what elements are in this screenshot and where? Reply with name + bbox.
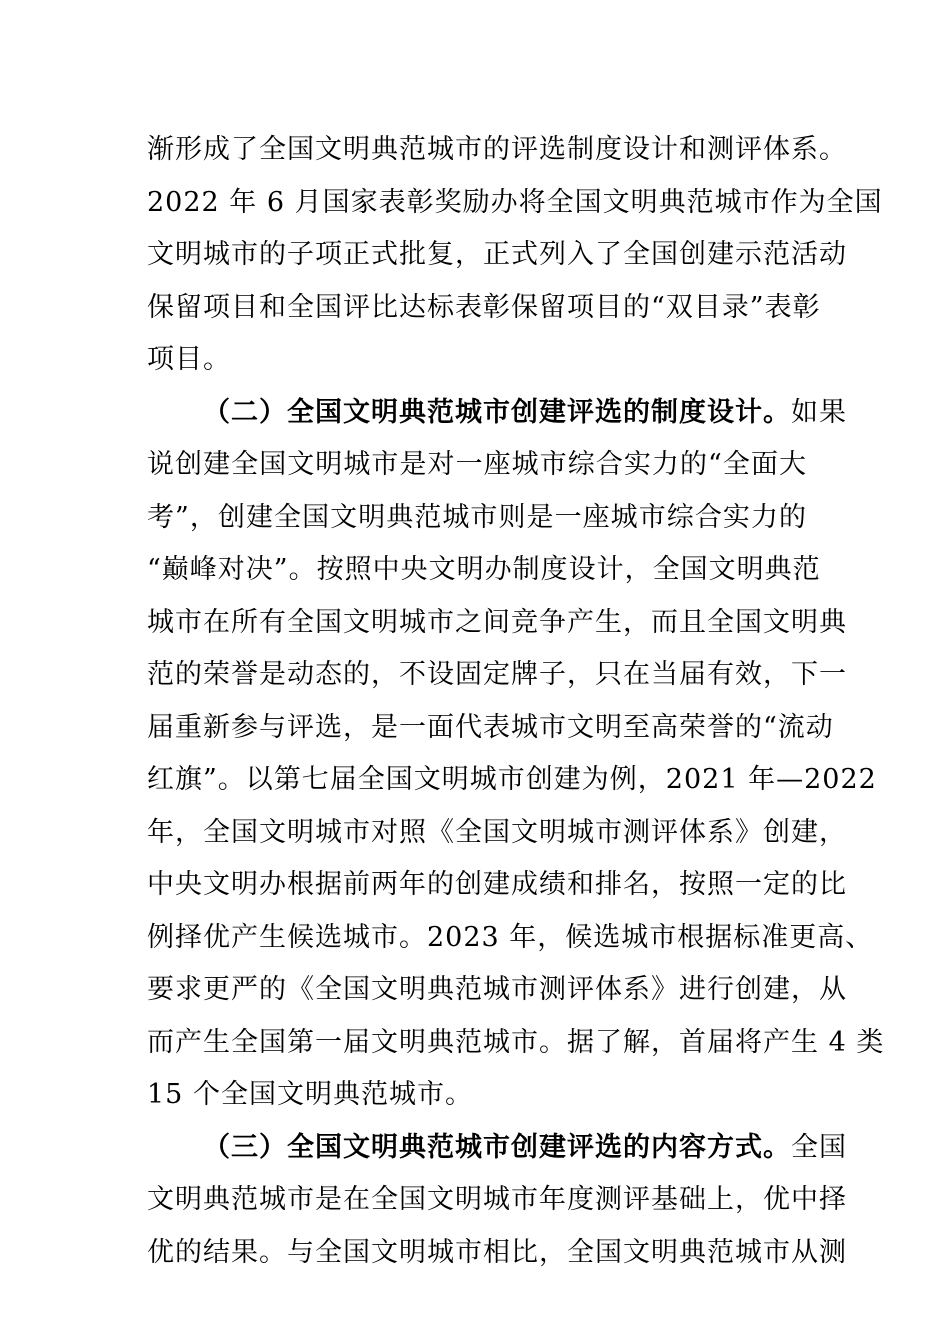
text-line: 例择优产生候选城市。2023 年，候选城市根据标准更高、 — [147, 921, 874, 953]
text-line: “巅峰对决”。按照中央文明办制度设计，全国文明典范 — [147, 554, 821, 585]
section-heading: （二）全国文明典范城市创建评选的制度设计。 — [203, 396, 791, 428]
section-heading-line — [147, 387, 847, 440]
heading-trailing-text: 全国 — [791, 1131, 847, 1163]
paragraph-1 — [147, 124, 883, 387]
text-line: 文明城市的子项正式批复，正式列入了全国创建示范活动 — [147, 239, 847, 270]
section-heading-line — [147, 1122, 847, 1175]
text-line: 年，全国文明城市对照《全国文明城市测评体系》创建， — [147, 816, 847, 848]
text-line: 考”，创建全国文明典范城市则是一座城市综合实力的 — [147, 501, 807, 533]
text-line: 范的荣誉是动态的，不设固定牌子，只在当届有效，下一 — [147, 659, 847, 690]
text-line: 渐形成了全国文明典范城市的评选制度设计和测评体系。 — [147, 134, 847, 165]
text-line: 要求更严的《全国文明典范城市测评体系》进行创建，从 — [147, 974, 847, 1005]
text-line: 中央文明办根据前两年的创建成绩和排名，按照一定的比 — [147, 869, 847, 900]
text-line: 城市在所有全国文明城市之间竞争产生，而且全国文明典 — [147, 606, 847, 638]
section-heading: （三）全国文明典范城市创建评选的内容方式。 — [203, 1131, 791, 1163]
heading-trailing-text: 如果 — [791, 396, 847, 428]
paragraph-2 — [147, 387, 885, 1122]
text-line: 说创建全国文明城市是对一座城市综合实力的“全面大 — [147, 449, 807, 480]
text-line: 届重新参与评选，是一面代表城市文明至高荣誉的“流动 — [147, 711, 834, 743]
text-line: 优的结果。与全国文明城市相比，全国文明典范城市从测 — [147, 1236, 847, 1268]
document-page — [147, 124, 885, 1279]
text-line: 15 个全国文明典范城市。 — [147, 1079, 473, 1110]
text-line: 文明典范城市是在全国文明城市年度测评基础上，优中择 — [147, 1184, 847, 1215]
text-line: 项目。 — [147, 344, 231, 375]
text-line: 而产生全国第一届文明典范城市。据了解，首届将产生 4 类 — [147, 1026, 885, 1058]
paragraph-3 — [147, 1122, 847, 1280]
text-line: 2022 年 6 月国家表彰奖励办将全国文明典范城市作为全国 — [147, 186, 883, 218]
text-line: 保留项目和全国评比达标表彰保留项目的“双目录”表彰 — [147, 291, 821, 323]
text-line: 红旗”。以第七届全国文明城市创建为例，2021 年—2022 — [147, 764, 877, 795]
